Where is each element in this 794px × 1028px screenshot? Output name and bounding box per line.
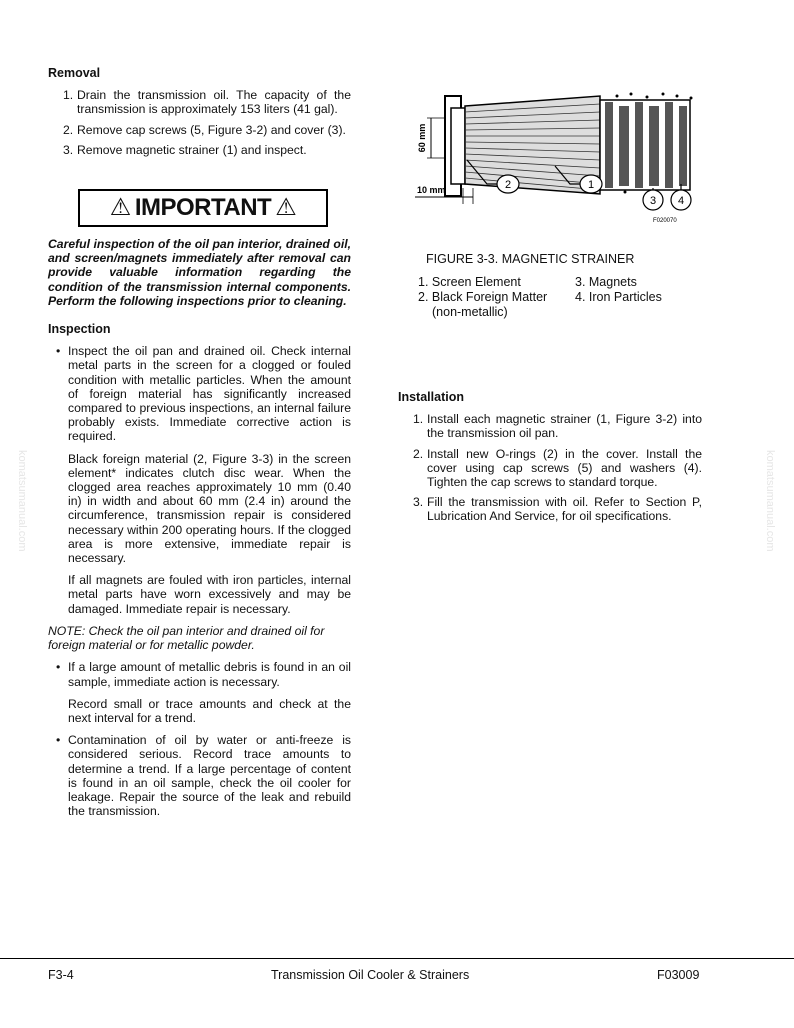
list-item: 3. Fill the transmission with oil. Refer to Section P, Lubrication And Service, for oil specifications. [413, 495, 702, 524]
watermark-right: komatsumanual.com [764, 450, 776, 552]
figure-caption: FIGURE 3-3. MAGNETIC STRAINER [426, 252, 635, 266]
list-item: 1. Drain the transmission oil. The capacity of the transmission is approximately 153 liters (41 gal). [63, 88, 351, 117]
important-text: Careful inspection of the oil pan interior, drained oil, and screen/magnets immediately after removal can provide valuable information regarding the condition of the transmission internal components. Perform the following inspections prior to cleaning. [48, 237, 351, 308]
legend-item: 3. Magnets [575, 275, 637, 289]
list-item: 2. Install new O-rings (2) in the cover. Install the cover using cap screws (5) and washers (4). Tighten the cap screws to standard torque. [413, 446, 702, 490]
installation-section [398, 390, 702, 530]
list-item: 1. Install each magnetic strainer (1, Figure 3-2) into the transmission oil pan. [413, 412, 702, 441]
legend-item: 2. Black Foreign Matter [418, 290, 548, 304]
list-item: 3. Remove magnetic strainer (1) and inspect. [63, 142, 307, 157]
legend-item: (non-metallic) [432, 305, 508, 319]
legend-item: 1. Screen Element [418, 275, 521, 289]
paragraph: Black foreign material (2, Figure 3-3) in the screen element* indicates clutch disc wear. When the clogged area reaches approximately 10 mm (0.40 in) in width and about 60 mm (2.4 in) around the circumference, transmission repair is considered necessary within 200 operating hours. If the clogged area is more extensive, immediate repair is necessary. [68, 451, 351, 566]
paragraph: If all magnets are fouled with iron particles, internal metal parts have worn excessively and may be damaged. Immediate repair is necessary. [68, 573, 351, 616]
bullet-item: • Inspect the oil pan and drained oil. Check internal metal parts in the screen for a clogged or fouled condition with metallic particles. When the amount of foreign material has significantly increased compared to previous inspections, an internal failure probably exists. Immediate corrective action is required. [56, 344, 351, 444]
note: NOTE: Check the oil pan interior and drained oil for foreign material or for metallic powder. [48, 623, 325, 653]
legend-item: 4. Iron Particles [575, 290, 662, 304]
callout-2-label: 2 [504, 179, 512, 191]
paragraph: Record small or trace amounts and check at the next interval for a trend. [68, 696, 351, 725]
warning-icon: ⚠ [109, 193, 131, 221]
installation-heading: Installation [398, 390, 464, 404]
installation-steps [398, 412, 702, 523]
footer-title: Transmission Oil Cooler & Strainers [271, 968, 470, 982]
callout-4-label: 4 [677, 195, 685, 207]
footer-divider [0, 958, 794, 959]
warning-icon: ⚠ [275, 193, 297, 221]
dimension-60mm: 60 mm [417, 123, 427, 153]
callout-3-label: 3 [649, 195, 657, 207]
callout-1-label: 1 [587, 179, 595, 191]
bullet-item: • If a large amount of metallic debris is found in an oil sample, immediate action is necessary. [56, 660, 351, 689]
removal-heading: Removal [48, 66, 101, 80]
figure-code: F020070 [653, 218, 677, 224]
document-code: F03009 [657, 968, 700, 982]
watermark-left: komatsumanual.com [16, 450, 28, 552]
list-item: 2. Remove cap screws (5, Figure 3-2) and cover (3). [63, 122, 346, 137]
inspection-heading: Inspection [48, 322, 111, 337]
bullet-item: • Contamination of oil by water or anti-freeze is considered serious. Record trace amounts to determine a trend. If a large percentage of content is found in an oil sample, check the oil cooler for leakage. Repair the source of the leak and rebuild the transmission. [56, 733, 351, 819]
page-number: F3-4 [48, 968, 74, 982]
important-label: IMPORTANT [134, 193, 272, 221]
dimension-10mm: 10 mm [417, 185, 446, 195]
left-column [48, 66, 351, 826]
magnetic-strainer-figure [405, 88, 705, 228]
important-banner [78, 189, 328, 227]
removal-steps [48, 88, 351, 157]
